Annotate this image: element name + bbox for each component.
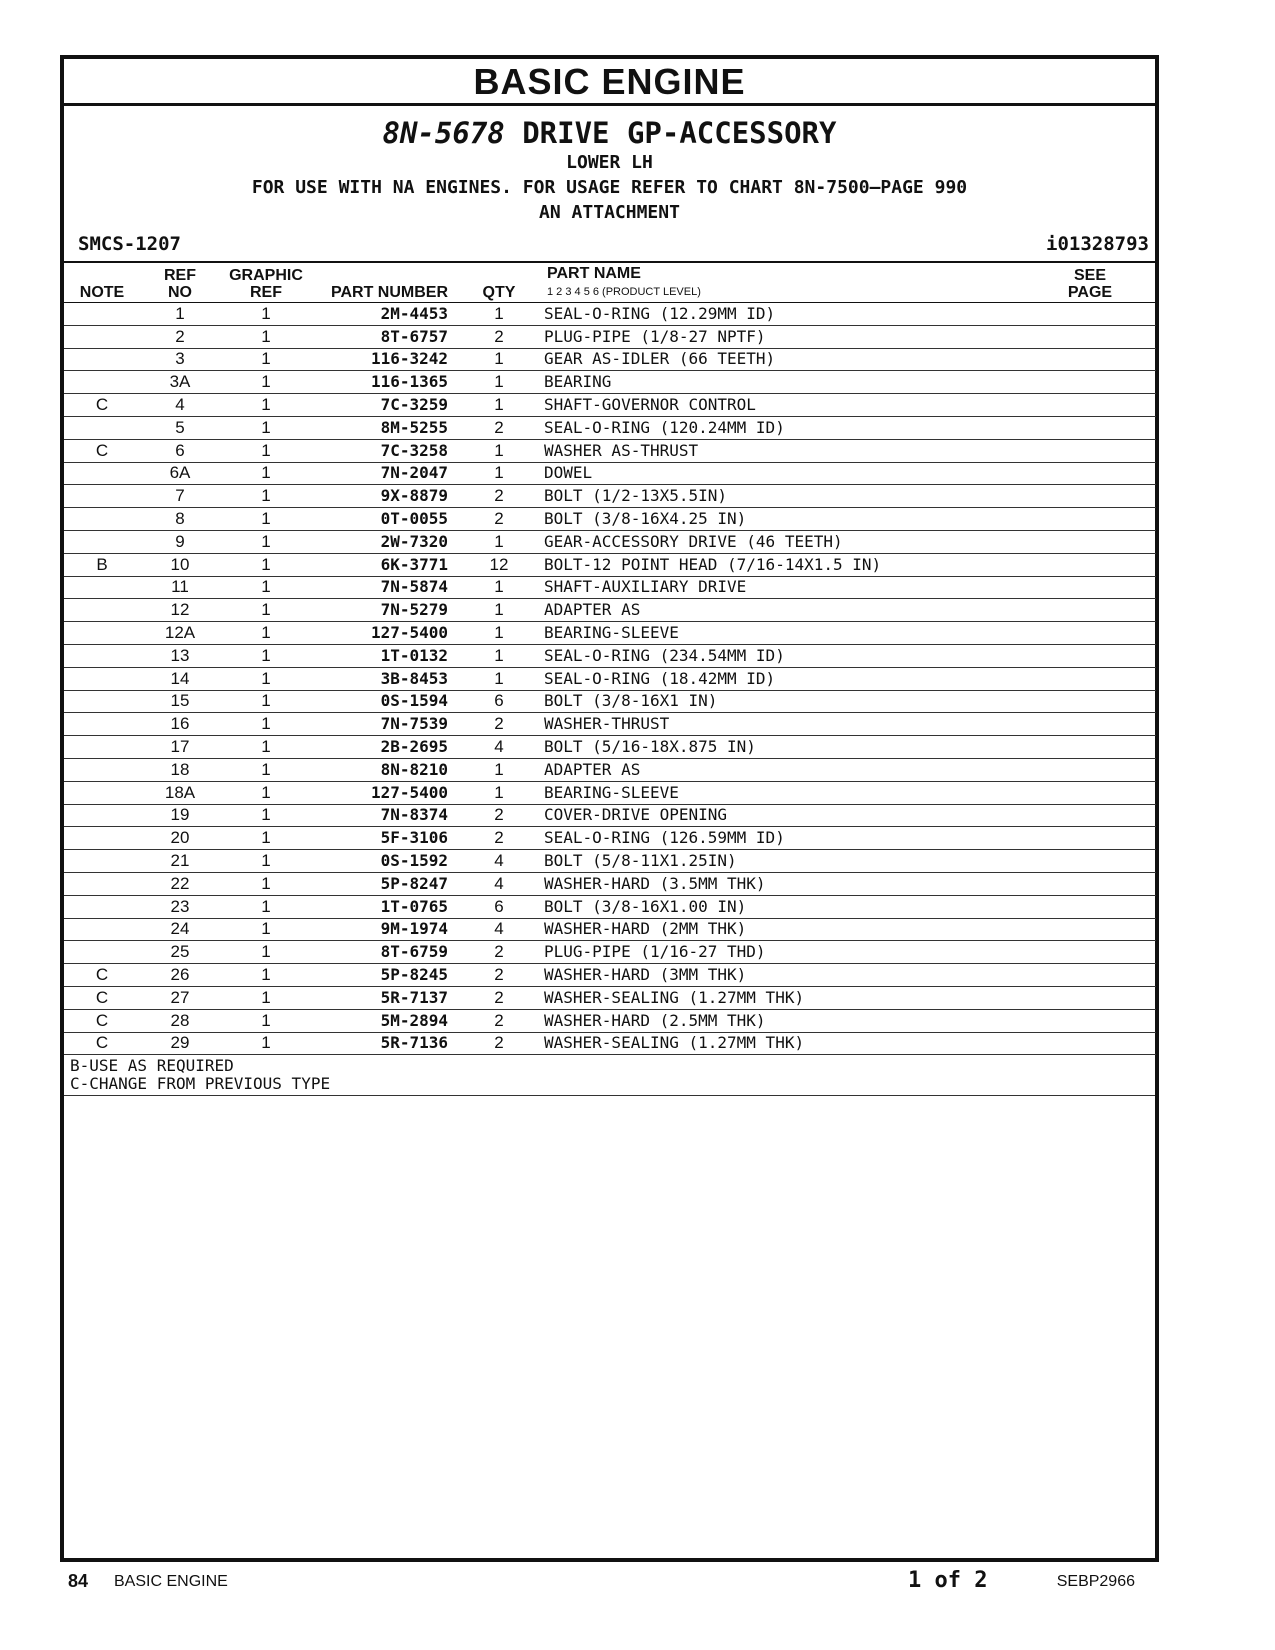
cell-part-name: WASHER-THRUST <box>544 713 1024 736</box>
cell-qty: 1 <box>454 576 544 599</box>
cell-part-number: 0S-1592 <box>312 850 454 873</box>
cell-see-page <box>1024 530 1156 553</box>
cell-part-number: 3B-8453 <box>312 667 454 690</box>
cell-graphic-ref: 1 <box>220 713 312 736</box>
cell-part-name: BEARING-SLEEVE <box>544 781 1024 804</box>
cell-part-name: PLUG-PIPE (1/8-27 NPTF) <box>544 325 1024 348</box>
cell-see-page <box>1024 348 1156 371</box>
cell-qty: 2 <box>454 508 544 531</box>
cell-qty: 6 <box>454 690 544 713</box>
table-row <box>64 439 1156 462</box>
cell-qty: 2 <box>454 964 544 987</box>
cell-part-number: 9M-1974 <box>312 918 454 941</box>
cell-graphic-ref: 1 <box>220 1032 312 1055</box>
cell-qty: 1 <box>454 462 544 485</box>
illustration-id: i01328793 <box>1046 233 1149 255</box>
cell-graphic-ref: 1 <box>220 416 312 439</box>
page-number: 84 <box>68 1571 89 1591</box>
cell-graphic-ref: 1 <box>220 827 312 850</box>
table-row <box>64 508 1156 531</box>
cell-graphic-ref: 1 <box>220 485 312 508</box>
cell-see-page <box>1024 462 1156 485</box>
cell-part-name: SEAL-O-RING (234.54MM ID) <box>544 644 1024 667</box>
cell-qty: 12 <box>454 553 544 576</box>
cell-qty: 1 <box>454 758 544 781</box>
cell-see-page <box>1024 986 1156 1009</box>
cell-ref-no: 25 <box>140 941 220 964</box>
cell-part-number: 7C-3258 <box>312 439 454 462</box>
cell-note <box>64 371 140 394</box>
col-qty: QTY <box>454 263 544 303</box>
cell-part-number: 2B-2695 <box>312 736 454 759</box>
cell-part-name: BOLT (3/8-16X1 IN) <box>544 690 1024 713</box>
cell-graphic-ref: 1 <box>220 622 312 645</box>
cell-part-number: 9X-8879 <box>312 485 454 508</box>
cell-see-page <box>1024 736 1156 759</box>
cell-ref-no: 28 <box>140 1009 220 1032</box>
cell-part-name: WASHER-HARD (2MM THK) <box>544 918 1024 941</box>
table-row <box>64 986 1156 1009</box>
cell-part-number: 1T-0765 <box>312 895 454 918</box>
cell-ref-no: 16 <box>140 713 220 736</box>
cell-see-page <box>1024 713 1156 736</box>
cell-see-page <box>1024 416 1156 439</box>
cell-see-page <box>1024 850 1156 873</box>
cell-graphic-ref: 1 <box>220 781 312 804</box>
table-row <box>64 804 1156 827</box>
cell-part-name: ADAPTER AS <box>544 599 1024 622</box>
cell-note <box>64 713 140 736</box>
cell-see-page <box>1024 303 1156 326</box>
product-level-scale: 1 2 3 4 5 6 (PRODUCT LEVEL) <box>547 286 701 298</box>
cell-qty: 2 <box>454 713 544 736</box>
table-row <box>64 576 1156 599</box>
table-row <box>64 850 1156 873</box>
table-row <box>64 599 1156 622</box>
cell-qty: 4 <box>454 872 544 895</box>
cell-graphic-ref: 1 <box>220 371 312 394</box>
cell-qty: 2 <box>454 485 544 508</box>
cell-qty: 1 <box>454 599 544 622</box>
cell-note: B <box>64 553 140 576</box>
cell-part-number: 8N-8210 <box>312 758 454 781</box>
cell-part-name: WASHER-SEALING (1.27MM THK) <box>544 986 1024 1009</box>
cell-part-number: 5F-3106 <box>312 827 454 850</box>
cell-ref-no: 15 <box>140 690 220 713</box>
cell-part-name: BOLT (5/8-11X1.25IN) <box>544 850 1024 873</box>
cell-qty: 1 <box>454 530 544 553</box>
cell-part-name: SEAL-O-RING (12.29MM ID) <box>544 303 1024 326</box>
cell-part-number: 1T-0132 <box>312 644 454 667</box>
cell-part-name: ADAPTER AS <box>544 758 1024 781</box>
cell-part-number: 127-5400 <box>312 781 454 804</box>
cell-note <box>64 599 140 622</box>
cell-see-page <box>1024 758 1156 781</box>
cell-qty: 1 <box>454 622 544 645</box>
table-row <box>64 462 1156 485</box>
cell-ref-no: 11 <box>140 576 220 599</box>
cell-see-page <box>1024 644 1156 667</box>
cell-note <box>64 530 140 553</box>
cell-ref-no: 24 <box>140 918 220 941</box>
cell-part-number: 5P-8247 <box>312 872 454 895</box>
cell-see-page <box>1024 325 1156 348</box>
cell-see-page <box>1024 576 1156 599</box>
cell-ref-no: 2 <box>140 325 220 348</box>
cell-see-page <box>1024 371 1156 394</box>
table-row <box>64 713 1156 736</box>
subtitle: LOWER LH <box>566 152 653 173</box>
smcs-code: SMCS-1207 <box>78 233 181 255</box>
footer-section: BASIC ENGINE <box>114 1573 228 1590</box>
cell-qty: 1 <box>454 371 544 394</box>
cell-part-number: 8T-6757 <box>312 325 454 348</box>
page-footer <box>0 1568 1275 1598</box>
cell-part-number: 7C-3259 <box>312 394 454 417</box>
cell-ref-no: 12A <box>140 622 220 645</box>
cell-qty: 2 <box>454 416 544 439</box>
usage-note: FOR USE WITH NA ENGINES. FOR USAGE REFER TO CHART 8N-7500—PAGE 990 <box>251 177 968 198</box>
cell-part-number: 127-5400 <box>312 622 454 645</box>
cell-note <box>64 303 140 326</box>
cell-note <box>64 872 140 895</box>
cell-note: C <box>64 394 140 417</box>
cell-qty: 1 <box>454 667 544 690</box>
cell-graphic-ref: 1 <box>220 394 312 417</box>
table-row <box>64 622 1156 645</box>
cell-note <box>64 325 140 348</box>
cell-ref-no: 12 <box>140 599 220 622</box>
cell-ref-no: 5 <box>140 416 220 439</box>
cell-qty: 2 <box>454 325 544 348</box>
cell-see-page <box>1024 781 1156 804</box>
cell-qty: 4 <box>454 918 544 941</box>
cell-part-name: SHAFT-GOVERNOR CONTROL <box>544 394 1024 417</box>
col-ref-no: REF NO <box>140 263 220 303</box>
cell-ref-no: 10 <box>140 553 220 576</box>
table-row <box>64 1009 1156 1032</box>
table-row <box>64 644 1156 667</box>
group-title <box>64 116 1155 150</box>
group-part-number: 8N-5678 <box>382 116 505 150</box>
cell-part-number: 116-1365 <box>312 371 454 394</box>
cell-ref-no: 8 <box>140 508 220 531</box>
table-row <box>64 827 1156 850</box>
table-row <box>64 416 1156 439</box>
cell-graphic-ref: 1 <box>220 1009 312 1032</box>
cell-part-name: GEAR-ACCESSORY DRIVE (46 TEETH) <box>544 530 1024 553</box>
cell-graphic-ref: 1 <box>220 530 312 553</box>
cell-see-page <box>1024 827 1156 850</box>
cell-ref-no: 6A <box>140 462 220 485</box>
cell-part-number: 7N-7539 <box>312 713 454 736</box>
cell-note <box>64 576 140 599</box>
cell-graphic-ref: 1 <box>220 758 312 781</box>
col-part-name: PART NAME 1 2 3 4 5 6 (PRODUCT LEVEL) <box>544 263 1024 303</box>
table-row <box>64 1032 1156 1055</box>
cell-qty: 2 <box>454 986 544 1009</box>
cell-ref-no: 23 <box>140 895 220 918</box>
cell-graphic-ref: 1 <box>220 736 312 759</box>
table-row <box>64 371 1156 394</box>
table-row <box>64 394 1156 417</box>
cell-graphic-ref: 1 <box>220 918 312 941</box>
cell-graphic-ref: 1 <box>220 690 312 713</box>
cell-note <box>64 462 140 485</box>
cell-note <box>64 485 140 508</box>
cell-note <box>64 941 140 964</box>
cell-qty: 1 <box>454 439 544 462</box>
cell-graphic-ref: 1 <box>220 850 312 873</box>
cell-graphic-ref: 1 <box>220 348 312 371</box>
cell-qty: 4 <box>454 736 544 759</box>
cell-graphic-ref: 1 <box>220 576 312 599</box>
cell-note <box>64 850 140 873</box>
cell-part-name: SHAFT-AUXILIARY DRIVE <box>544 576 1024 599</box>
table-row <box>64 758 1156 781</box>
cell-see-page <box>1024 918 1156 941</box>
cell-part-number: 0T-0055 <box>312 508 454 531</box>
notes-block <box>64 1055 1155 1096</box>
cell-qty: 1 <box>454 781 544 804</box>
document-number: SEBP2966 <box>1056 1573 1135 1590</box>
table-row <box>64 895 1156 918</box>
group-name: DRIVE GP-ACCESSORY <box>522 116 837 150</box>
cell-ref-no: 18 <box>140 758 220 781</box>
cell-note: C <box>64 1009 140 1032</box>
cell-graphic-ref: 1 <box>220 895 312 918</box>
cell-graphic-ref: 1 <box>220 599 312 622</box>
cell-part-number: 5P-8245 <box>312 964 454 987</box>
cell-ref-no: 17 <box>140 736 220 759</box>
table-row <box>64 325 1156 348</box>
cell-part-number: 8M-5255 <box>312 416 454 439</box>
cell-part-number: 5R-7137 <box>312 986 454 1009</box>
cell-graphic-ref: 1 <box>220 804 312 827</box>
cell-qty: 1 <box>454 644 544 667</box>
cell-note <box>64 827 140 850</box>
cell-graphic-ref: 1 <box>220 872 312 895</box>
cell-note <box>64 644 140 667</box>
cell-graphic-ref: 1 <box>220 462 312 485</box>
cell-ref-no: 3A <box>140 371 220 394</box>
cell-part-name: BEARING-SLEEVE <box>544 622 1024 645</box>
cell-qty: 2 <box>454 827 544 850</box>
cell-part-name: COVER-DRIVE OPENING <box>544 804 1024 827</box>
cell-note: C <box>64 986 140 1009</box>
cell-qty: 1 <box>454 303 544 326</box>
id-row <box>64 231 1155 263</box>
cell-part-name: WASHER-HARD (3.5MM THK) <box>544 872 1024 895</box>
table-row <box>64 667 1156 690</box>
cell-part-number: 0S-1594 <box>312 690 454 713</box>
cell-note <box>64 758 140 781</box>
sheet-indicator: 1 of 2 <box>908 1568 988 1593</box>
cell-see-page <box>1024 599 1156 622</box>
cell-part-name: BOLT (1/2-13X5.5IN) <box>544 485 1024 508</box>
col-see-page: SEE PAGE <box>1024 263 1156 303</box>
col-graphic-ref: GRAPHIC REF <box>220 263 312 303</box>
cell-ref-no: 14 <box>140 667 220 690</box>
cell-graphic-ref: 1 <box>220 303 312 326</box>
cell-see-page <box>1024 964 1156 987</box>
cell-part-name: SEAL-O-RING (120.24MM ID) <box>544 416 1024 439</box>
cell-ref-no: 19 <box>140 804 220 827</box>
cell-qty: 4 <box>454 850 544 873</box>
cell-see-page <box>1024 667 1156 690</box>
cell-see-page <box>1024 622 1156 645</box>
cell-see-page <box>1024 485 1156 508</box>
cell-note <box>64 622 140 645</box>
cell-graphic-ref: 1 <box>220 964 312 987</box>
cell-part-number: 5M-2894 <box>312 1009 454 1032</box>
cell-see-page <box>1024 394 1156 417</box>
cell-part-number: 2W-7320 <box>312 530 454 553</box>
cell-see-page <box>1024 804 1156 827</box>
cell-part-name: SEAL-O-RING (18.42MM ID) <box>544 667 1024 690</box>
cell-part-number: 7N-2047 <box>312 462 454 485</box>
table-row <box>64 918 1156 941</box>
cell-part-name: BOLT-12 POINT HEAD (7/16-14X1.5 IN) <box>544 553 1024 576</box>
cell-part-number: 116-3242 <box>312 348 454 371</box>
cell-part-name: GEAR AS-IDLER (66 TEETH) <box>544 348 1024 371</box>
cell-part-number: 6K-3771 <box>312 553 454 576</box>
cell-ref-no: 6 <box>140 439 220 462</box>
table-row <box>64 485 1156 508</box>
cell-note <box>64 895 140 918</box>
cell-note <box>64 736 140 759</box>
cell-note <box>64 348 140 371</box>
cell-graphic-ref: 1 <box>220 553 312 576</box>
cell-graphic-ref: 1 <box>220 667 312 690</box>
cell-ref-no: 20 <box>140 827 220 850</box>
table-row <box>64 690 1156 713</box>
cell-part-name: SEAL-O-RING (126.59MM ID) <box>544 827 1024 850</box>
cell-ref-no: 26 <box>140 964 220 987</box>
cell-ref-no: 29 <box>140 1032 220 1055</box>
cell-part-name: BEARING <box>544 371 1024 394</box>
table-row <box>64 781 1156 804</box>
cell-note: C <box>64 964 140 987</box>
cell-graphic-ref: 1 <box>220 508 312 531</box>
cell-see-page <box>1024 1009 1156 1032</box>
cell-graphic-ref: 1 <box>220 941 312 964</box>
note-c: C-CHANGE FROM PREVIOUS TYPE <box>70 1074 331 1094</box>
cell-qty: 2 <box>454 1009 544 1032</box>
cell-part-number: 2M-4453 <box>312 303 454 326</box>
col-note: NOTE <box>64 263 140 303</box>
cell-ref-no: 13 <box>140 644 220 667</box>
cell-ref-no: 18A <box>140 781 220 804</box>
cell-part-name: BOLT (3/8-16X4.25 IN) <box>544 508 1024 531</box>
section-title: BASIC ENGINE <box>64 59 1155 106</box>
cell-see-page <box>1024 690 1156 713</box>
cell-see-page <box>1024 439 1156 462</box>
table-row <box>64 303 1156 326</box>
attachment-label: AN ATTACHMENT <box>539 202 680 223</box>
cell-qty: 2 <box>454 941 544 964</box>
table-header <box>64 263 1156 303</box>
cell-part-name: BOLT (3/8-16X1.00 IN) <box>544 895 1024 918</box>
cell-part-name: WASHER AS-THRUST <box>544 439 1024 462</box>
table-row <box>64 964 1156 987</box>
cell-part-number: 8T-6759 <box>312 941 454 964</box>
cell-part-name: WASHER-HARD (2.5MM THK) <box>544 1009 1024 1032</box>
cell-part-number: 7N-8374 <box>312 804 454 827</box>
table-row <box>64 553 1156 576</box>
cell-note <box>64 918 140 941</box>
cell-graphic-ref: 1 <box>220 644 312 667</box>
cell-note <box>64 416 140 439</box>
cell-qty: 2 <box>454 1032 544 1055</box>
cell-see-page <box>1024 895 1156 918</box>
cell-part-name: WASHER-HARD (3MM THK) <box>544 964 1024 987</box>
cell-note <box>64 508 140 531</box>
cell-graphic-ref: 1 <box>220 986 312 1009</box>
cell-part-name: WASHER-SEALING (1.27MM THK) <box>544 1032 1024 1055</box>
cell-qty: 2 <box>454 804 544 827</box>
note-b: B-USE AS REQUIRED <box>70 1056 234 1076</box>
cell-note <box>64 781 140 804</box>
cell-part-number: 5R-7136 <box>312 1032 454 1055</box>
cell-see-page <box>1024 553 1156 576</box>
cell-ref-no: 3 <box>140 348 220 371</box>
cell-part-number: 7N-5874 <box>312 576 454 599</box>
cell-see-page <box>1024 508 1156 531</box>
table-row <box>64 941 1156 964</box>
table-row <box>64 736 1156 759</box>
cell-part-name: PLUG-PIPE (1/16-27 THD) <box>544 941 1024 964</box>
cell-ref-no: 7 <box>140 485 220 508</box>
cell-ref-no: 9 <box>140 530 220 553</box>
cell-qty: 6 <box>454 895 544 918</box>
cell-ref-no: 27 <box>140 986 220 1009</box>
cell-qty: 1 <box>454 348 544 371</box>
cell-part-number: 7N-5279 <box>312 599 454 622</box>
col-part-number: PART NUMBER <box>312 263 454 303</box>
cell-see-page <box>1024 941 1156 964</box>
cell-qty: 1 <box>454 394 544 417</box>
table-row <box>64 348 1156 371</box>
cell-graphic-ref: 1 <box>220 325 312 348</box>
cell-note: C <box>64 1032 140 1055</box>
cell-note <box>64 690 140 713</box>
parts-table <box>64 263 1156 1055</box>
cell-note: C <box>64 439 140 462</box>
page-frame <box>60 55 1159 1562</box>
cell-note <box>64 804 140 827</box>
cell-part-name: BOLT (5/16-18X.875 IN) <box>544 736 1024 759</box>
cell-graphic-ref: 1 <box>220 439 312 462</box>
cell-see-page <box>1024 1032 1156 1055</box>
table-row <box>64 530 1156 553</box>
cell-ref-no: 4 <box>140 394 220 417</box>
cell-see-page <box>1024 872 1156 895</box>
cell-ref-no: 1 <box>140 303 220 326</box>
table-row <box>64 872 1156 895</box>
cell-note <box>64 667 140 690</box>
cell-part-name: DOWEL <box>544 462 1024 485</box>
cell-ref-no: 21 <box>140 850 220 873</box>
cell-ref-no: 22 <box>140 872 220 895</box>
